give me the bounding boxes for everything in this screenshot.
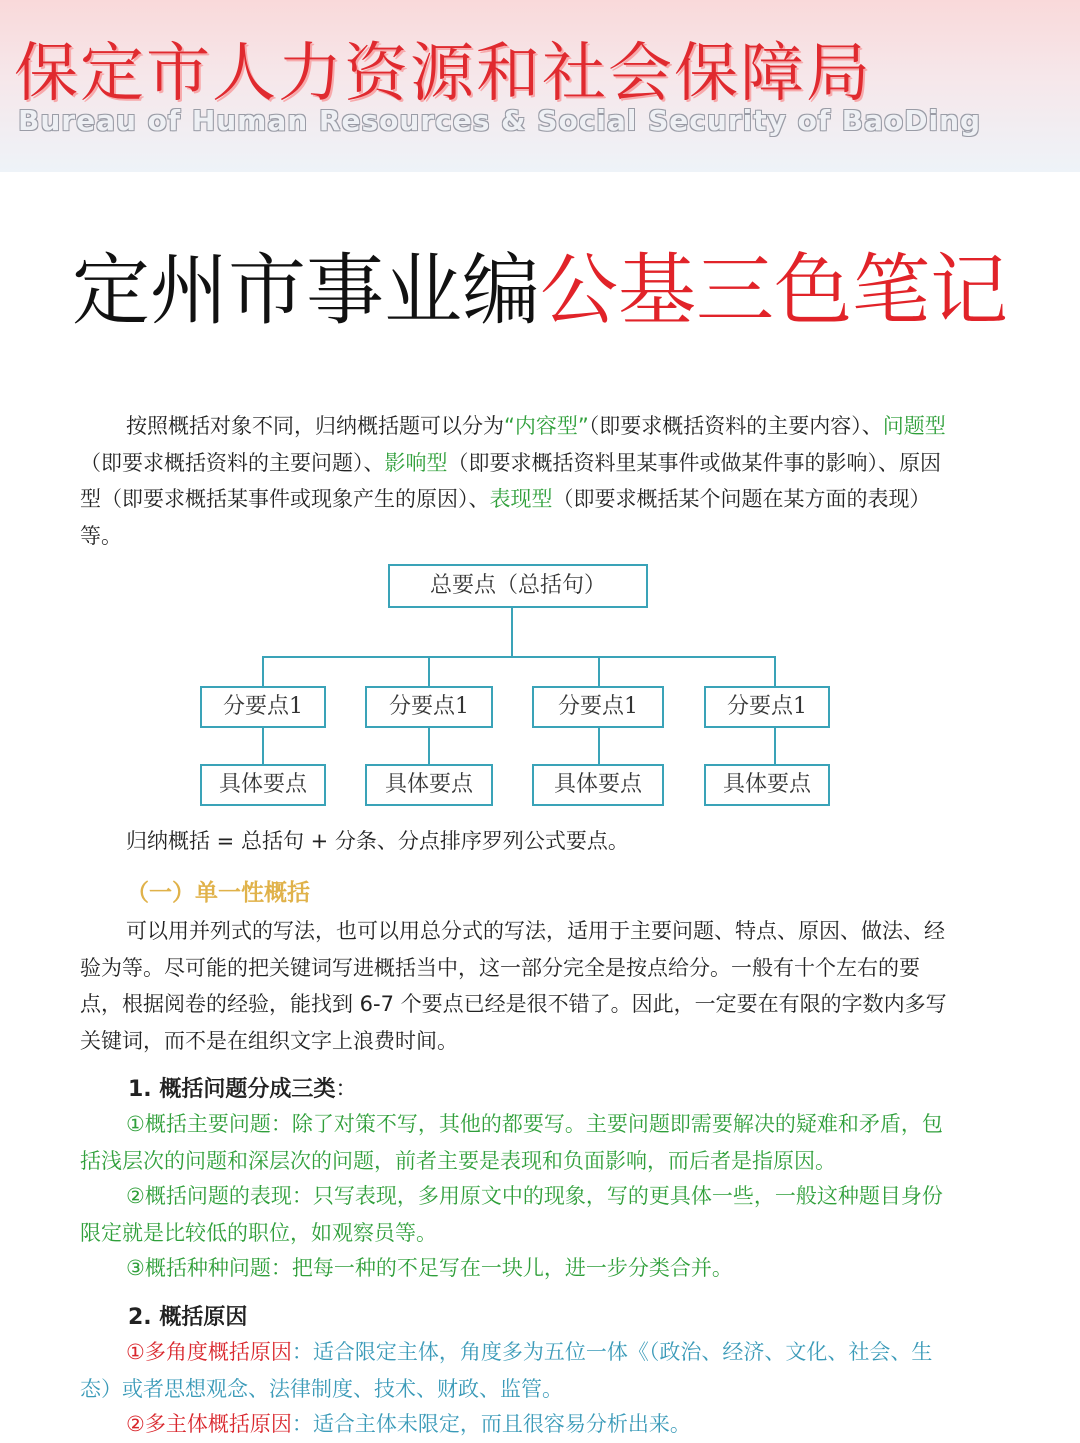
part1-heading-text: 1. 概括问题分成三类 <box>128 1077 336 1102</box>
part2-item-2-label: ②多主体概括原因 <box>126 1412 292 1436</box>
intro-text-2: （即要求概括资料的主要内容）、 <box>588 414 883 438</box>
part2-item-2-text: ：适合主体未限定，而且很容易分析出来。 <box>291 1412 691 1436</box>
diagram-connector <box>262 656 776 658</box>
intro-green-3: 影响型 <box>384 450 448 475</box>
diagram-sub-box: 分要点1 <box>704 686 830 728</box>
diagram-connector <box>774 728 776 764</box>
intro-green-2: 问题型 <box>882 414 946 438</box>
org-name-en: Bureau of Human Resources & Social Security of BaoDing <box>18 104 982 137</box>
diagram-connector <box>262 656 264 686</box>
diagram-connector <box>598 728 600 764</box>
intro-paragraph <box>80 408 960 554</box>
part1-item-1: ①概括主要问题：除了对策不写，其他的都要写。主要问题即需要解决的疑难和矛盾，包括浅层次的问题和深层次的问题，前者主要是表现和负面影响，而后者是指原因。 <box>80 1112 943 1173</box>
part1-item-3: ③概括种种问题：把每一种的不足写在一块儿，进一步分类合并。 <box>126 1256 733 1280</box>
header-banner <box>0 0 1080 172</box>
org-name-cn: 保定市人力资源和社会保障局 <box>14 37 872 111</box>
diagram-connector <box>511 608 513 658</box>
part2-item-1 <box>80 1334 960 1407</box>
part1-item-2: ②概括问题的表现：只写表现，多用原文中的现象，写的更具体一些，一般这种题目身份限定就是比较低的职位，如观察员等。 <box>80 1184 943 1245</box>
page-title <box>0 228 1080 340</box>
section-title: （一）单一性概括 <box>126 880 310 906</box>
diagram-sub-box: 分要点1 <box>365 686 493 728</box>
title-red-part: 公基三色笔记 <box>540 246 1009 336</box>
diagram-detail-box: 具体要点 <box>365 764 493 806</box>
diagram-connector <box>428 728 430 764</box>
diagram-detail-box: 具体要点 <box>200 764 326 806</box>
intro-text-1: 按照概括对象不同，归纳概括题可以分为 <box>126 414 504 438</box>
part1-heading-colon: ： <box>335 1077 358 1102</box>
diagram-top-box: 总要点（总括句） <box>388 564 648 608</box>
diagram-sub-box: 分要点1 <box>532 686 664 728</box>
intro-text-3: （即要求概括资料的主要问题）、 <box>80 450 385 475</box>
diagram-connector <box>598 656 600 686</box>
part2-item-1-text: ：适合限定主体，角度多为五位一体《（政治、经济、文化、社会、生态）或者思想观念、法律制度、技术、财政、监管。 <box>80 1340 933 1401</box>
intro-green-1: “内容型” <box>504 414 589 438</box>
diagram-detail-box: 具体要点 <box>704 764 830 806</box>
intro-text-5: （即要求概括某个问题在某方面的表现）等。 <box>80 487 931 548</box>
intro-green-4: 表现型 <box>489 487 553 511</box>
part2-heading: 2. 概括原因 <box>128 1305 248 1330</box>
part1-heading <box>128 1072 357 1103</box>
part2-item-1-label: ①多角度概括原因 <box>126 1340 292 1364</box>
diagram-detail-box: 具体要点 <box>532 764 664 806</box>
diagram-connector <box>428 656 430 686</box>
part2-item-2 <box>80 1406 960 1443</box>
diagram-connector <box>262 728 264 764</box>
section-body: 可以用并列式的写法，也可以用总分式的写法，适用于主要问题、特点、原因、做法、经验为等。尽可能的把关键词写进概括当中，这一部分完全是按点给分。一般有十个左右的要点，根据阅卷的经验，能找到 6-7 个要点已经是很不错了。因此，一定要在有限的字数内多写关键词，而不是在组织文字上浪费时间。 <box>80 919 947 1053</box>
formula-line: 归纳概括 = 总括句 + 分条、分点排序罗列公式要点。 <box>126 829 629 853</box>
diagram-connector <box>774 656 776 686</box>
intro-text-4: （即要求概括资料里某事件或做某件事的影响）、原因型（即要求概括某事件或现象产生的原因）、 <box>80 450 941 511</box>
diagram-sub-box: 分要点1 <box>200 686 326 728</box>
title-black-part: 定州市事业编 <box>71 246 540 336</box>
